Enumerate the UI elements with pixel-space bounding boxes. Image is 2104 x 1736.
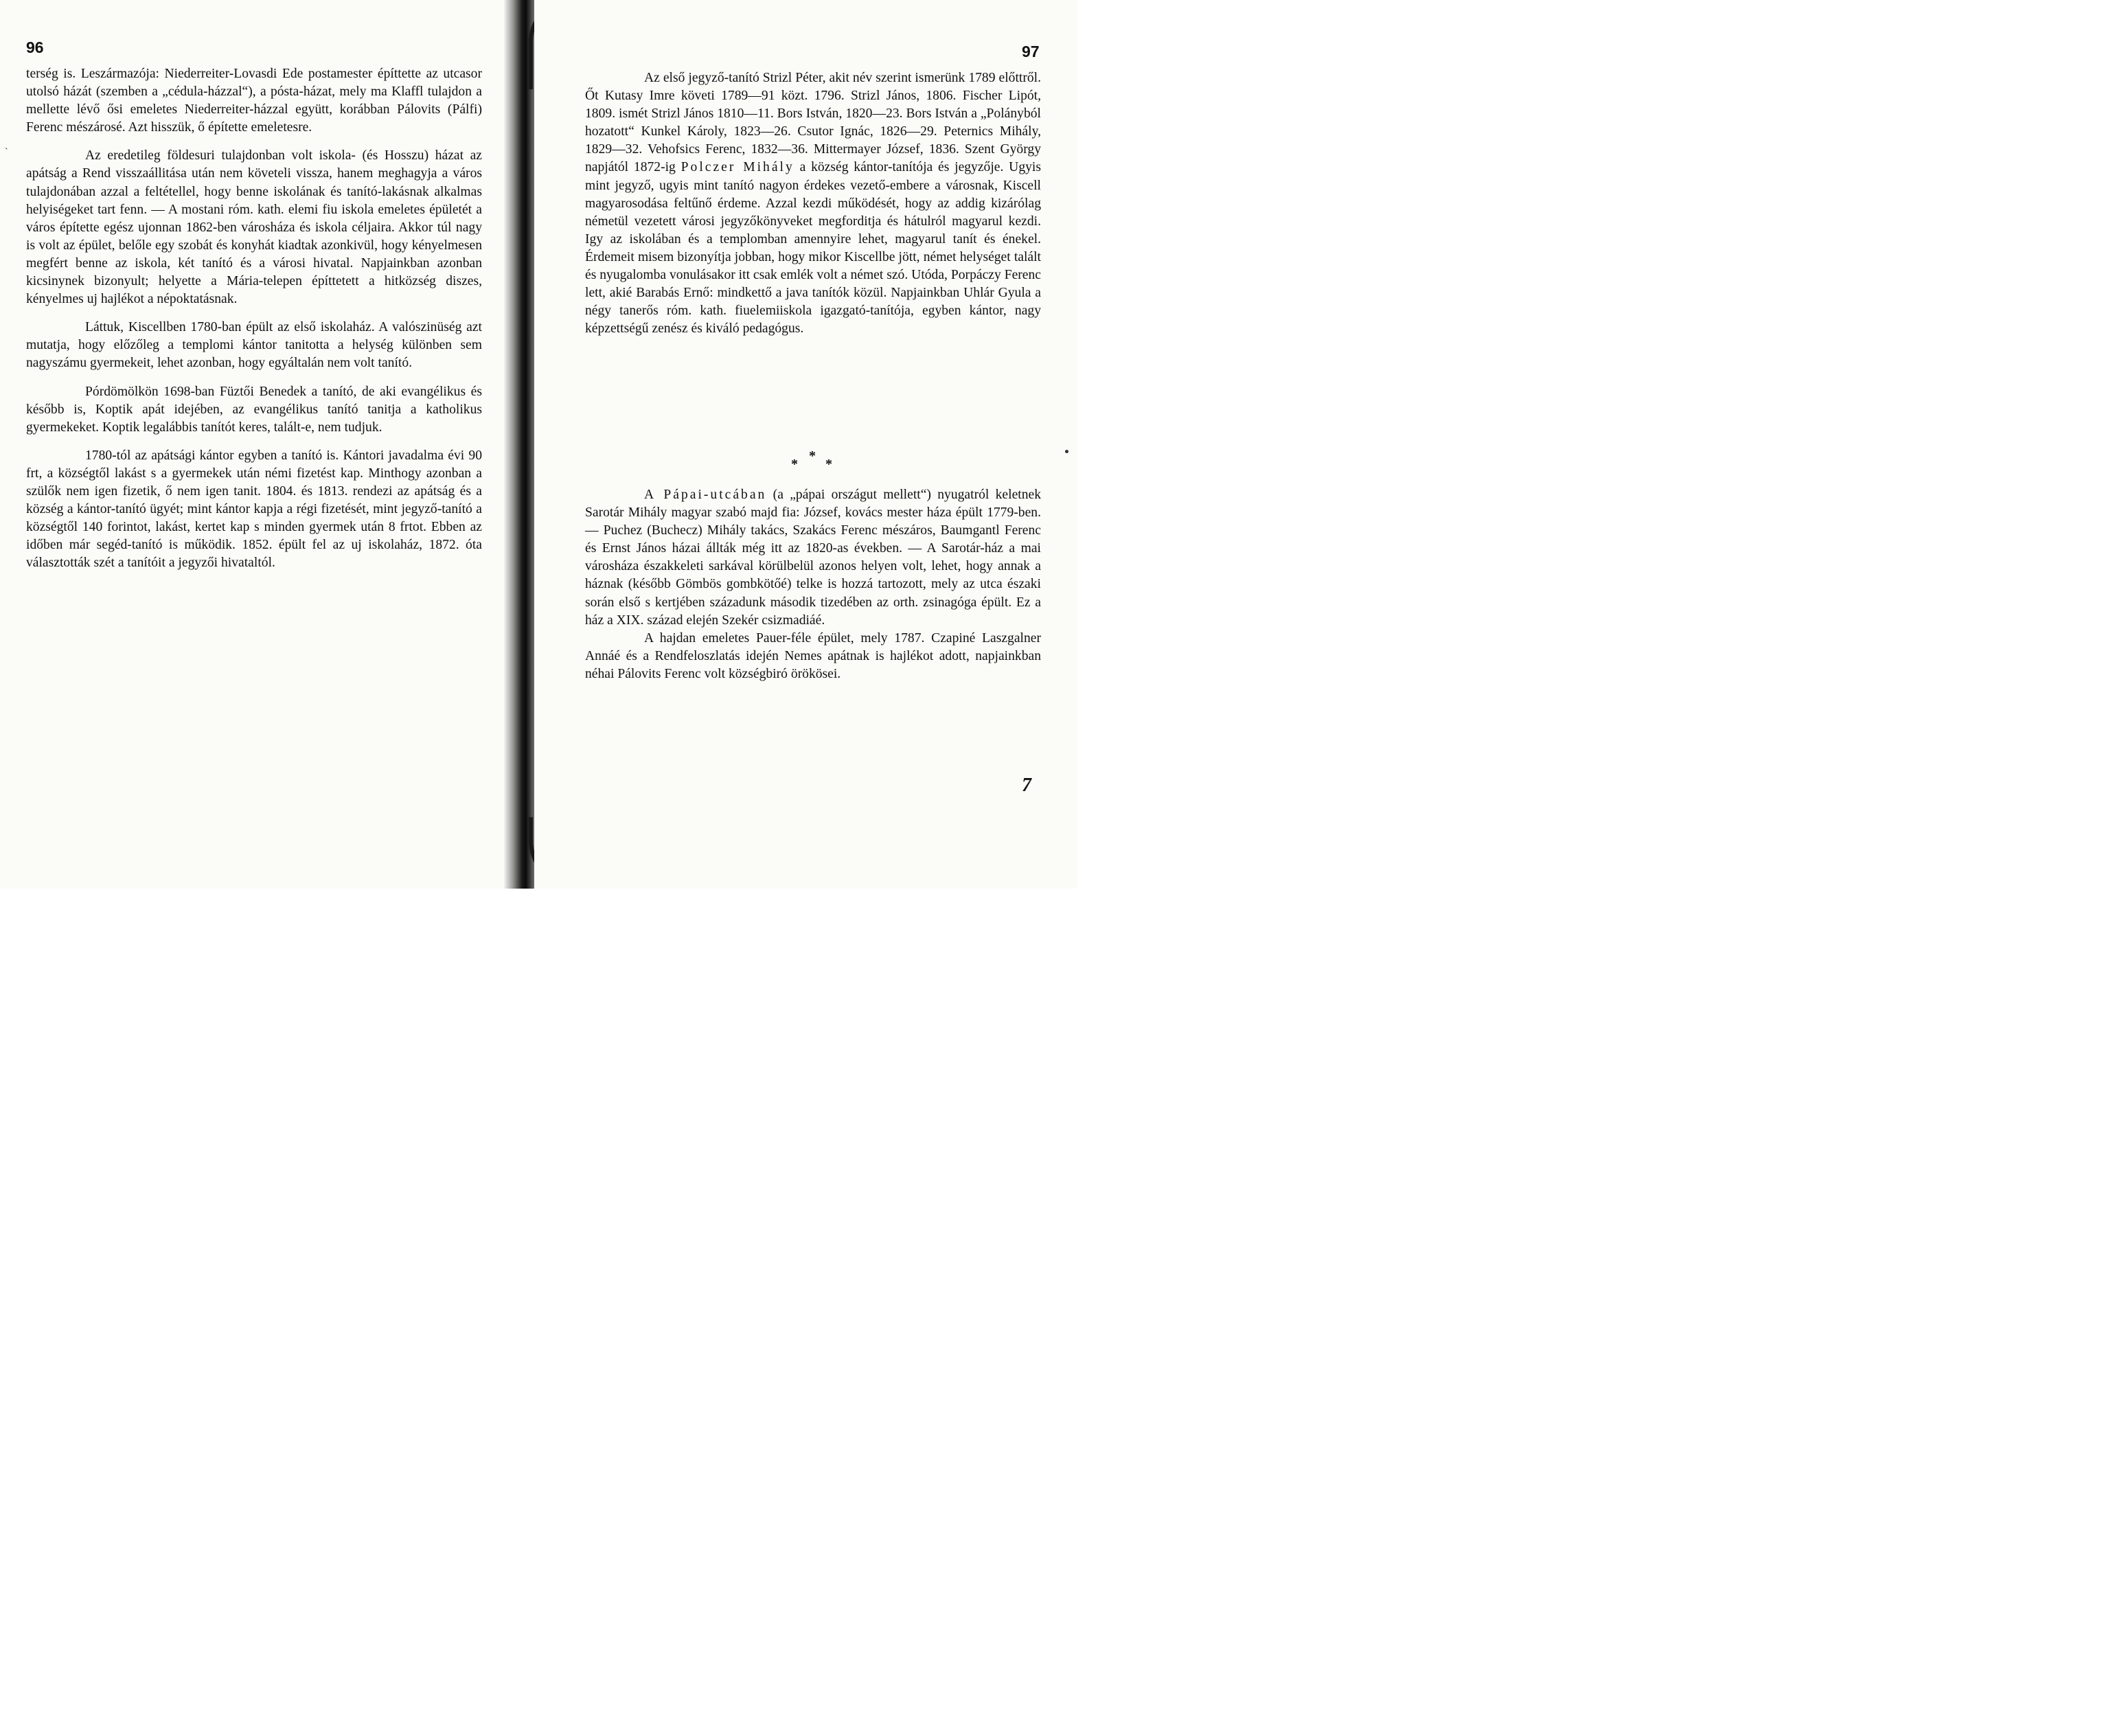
margin-mark: ˋ [5, 147, 8, 157]
paragraph [585, 69, 1041, 338]
left-page-body [26, 65, 482, 572]
paragraph: Az eredetileg földesuri tulajdonban volt iskola- (és Hosszu) házat az apátság a Rend visszaállitása után nem követeli vissza, hanem meghagyja a város tulajdonában azzal a feltétellel, hogy benne iskolának és tanító-lakásnak alkalmas helyiségeket tart fenn. — A mostani róm. kath. elemi fiu iskola emeletes épületét a város építette egész ujonnan 1862-ben városháza és iskola céljaira. Akkor túl nagy is volt az épület, belőle egy szobát és konyhát kiadtak azonkivül, hogy kényelmesen megfért benne az iskola, két tanító és a városi hivatal. Napjainkban azonban kicsinynek bizonyult; helyette a Mária-telepen építtetett a hitközség diszes, kényelmes uj hajlékot a népoktatásnak. [26, 148, 482, 307]
spaced-name: Polczer Mihály [681, 160, 794, 175]
right-page-body [585, 69, 1041, 338]
signature-mark: 7 [1022, 775, 1031, 796]
asterisk: * [791, 457, 798, 472]
paragraph: terség is. Leszármazója: Niederreiter-Lovasdi Ede postamester építtette az utcasor utolsó házát (szemben a „cédula-házzal“), a pósta-házat, mely ma Klaffl tulajdon a mellette lévő ősi emeletes Niederreiter-házzal együtt, korábban Pálovits (Pálfi) Ferenc mészárosé. Azt hisszük, ő építette emeletesre. [26, 67, 482, 135]
paragraph [585, 486, 1041, 630]
spaced-street-name: A Pápai-utcában [644, 488, 767, 502]
asterisk: * [809, 448, 816, 464]
section-separator [791, 448, 832, 476]
paragraph: 1780-tól az apátsági kántor egyben a tanító is. Kántori javadalma évi 90 frt, a községtől lakást s a gyermekek után némi fizetést kap. Minthogy azonban a szülők nem igen fizetik, ő nem igen tanit. 1804. és 1813. rendezi az apátság és a község a kántor-tanító ügyét; mint kántor kapja a régi fizetését, mint jegyző-tanító a községtől 140 forintot, lakást, kertet kap s minden gyermek után 8 frtot. Ebben az időben már segéd-tanító is működik. 1852. épült fel az uj iskolaház, 1872. óta választották szét a tanítóit a jegyzői hivataltól. [26, 448, 482, 571]
book-spread [0, 0, 1077, 889]
paragraph: A hajdan emeletes Pauer-féle épület, mely 1787. Czapiné Laszgalner Annáé és a Rendfeloszlatás idején Nemes apátnak is hajlékot adott, napjainkban néhai Pálovits Ferenc volt községbiró örökösei. [585, 630, 1041, 681]
right-page-body-2 [585, 486, 1041, 683]
text-run: Az első jegyző-tanító Strizl Péter, akit név szerint ismerünk 1789 előttről. Őt Kutasy Imre követi 1789—91 közt. 1796. Strizl János, 1806. Fischer Lipót, 1809. ismét Strizl János 1810—11. Bors István, 1820—23. Bors István a „Polányból hozatott“ Kunkel Károly, 1823—26. Csutor Ignác, 1826—29. Peternics Mihály, 1829—32. Vehofsics Ferenc, 1832—36. Mittermayer József, 1836. Szent György napjától 1872-ig [585, 71, 1041, 175]
text-run: (a „pápai országut mellett“) nyugatról keletnek Sarotár Mihály magyar szabó majd fia: József, kovács mester háza épült 1779-ben. — Puchez (Buchecz) Mihály takács, Szakács Ferenc mészáros, Baumgantl Ferenc és Ernst János házai állták még itt az 1820-as években. — A Sarotár-ház a mai városháza északkeleti sarkával körülbelül azonos helyen volt, lehet, hogy annak a háznak (később Gömbös gombkötőé) telke is hozzá tartozott, mely az utca északi során első s kertjében századunk második tizedében az orth. zsinagóga épült. Ez a ház a XIX. század elején Szekér csizmadiáé. [585, 488, 1042, 628]
paragraph: Láttuk, Kiscellben 1780-ban épült az első iskolaház. A valószinüség azt mutatja, hogy előzőleg a templomi kántor tanitotta a helység különben sem nagyszámu gyermekeit, lehet azonban, hogy egyáltalán nem volt tanító. [26, 320, 482, 371]
asterisk: * [825, 457, 832, 472]
left-page [0, 0, 521, 889]
text-run: a község kántor-tanítója és jegyzője. Ugyis mint jegyző, ugyis mint tanító nagyon érdekes vezető-embere a városnak, Kiscell magyarosodása feltűnő érdeme. Azzal kezdi működését, hogy az addig kizárólag németül vezetett városi jegyzőkönyveket megforditja és hátulról magyarul kezdi. Igy az iskolában és a templomban amennyire lehet, magyarul tanít és énekel. Érdemeit misem bizonyítja jobban, hogy mikor Kiscellbe jött, német helységet talált és nyugalomba vonulásakor itt csak emlék volt a német szó. Utóda, Porpáczy Ferenc lett, akié Barabás Ernő: mindkettő a java tanítók közül. Napjainkban Uhlár Gyula a négy tanerős róm. kath. fiuelemiiskola igazgató-tanítója, egyben kántor, nagy képzettségű zenész és kiváló pedagógus. [585, 160, 1041, 336]
page-number-left: 96 [26, 38, 44, 56]
page-number-right: 97 [1022, 43, 1040, 60]
ink-dot [1065, 450, 1068, 453]
paragraph: Pórdömölkön 1698-ban Füztői Benedek a tanító, de aki evangélikus és később is, Koptik apát idejében, az evangélikus tanító tanitja a katholikus gyermekeket. Koptik legalábbis tanítót keres, talált-e, nem tudjuk. [26, 384, 482, 435]
